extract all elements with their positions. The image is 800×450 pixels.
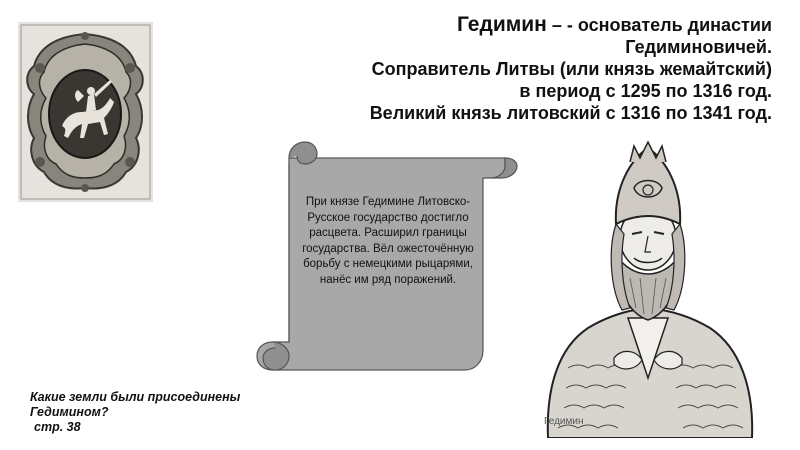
- page-reference: стр. 38: [34, 420, 81, 434]
- title-line-1: [212, 14, 772, 36]
- title-line-3: Соправитель Литвы (или князь жемайтский): [371, 59, 772, 79]
- question-block: [30, 390, 300, 435]
- question-line-2: Гедимином?: [30, 405, 109, 419]
- title-name: Гедимин: [456, 13, 547, 36]
- title-line-4: в период с 1295 по 1316 год.: [519, 81, 772, 101]
- question-line-1: Какие земли были присоединены: [30, 390, 241, 404]
- title-rest: – - основатель династии: [546, 15, 772, 35]
- portrait-image: [518, 138, 780, 438]
- scroll-text: При князе Гедимине Литовско-Русское государство достигло расцвета. Расширил границы государства. Вёл ожесточённую борьбу с немецкими рыцарями, нанёс им ряд поражений.: [302, 196, 474, 286]
- title-line-5: Великий князь литовский с 1316 по 1341 год.: [369, 103, 772, 123]
- portrait-caption: Гедимин: [544, 416, 584, 427]
- slide-title: [212, 14, 772, 124]
- title-line-2: Гедиминовичей.: [625, 37, 772, 57]
- coat-of-arms-image: [18, 22, 153, 202]
